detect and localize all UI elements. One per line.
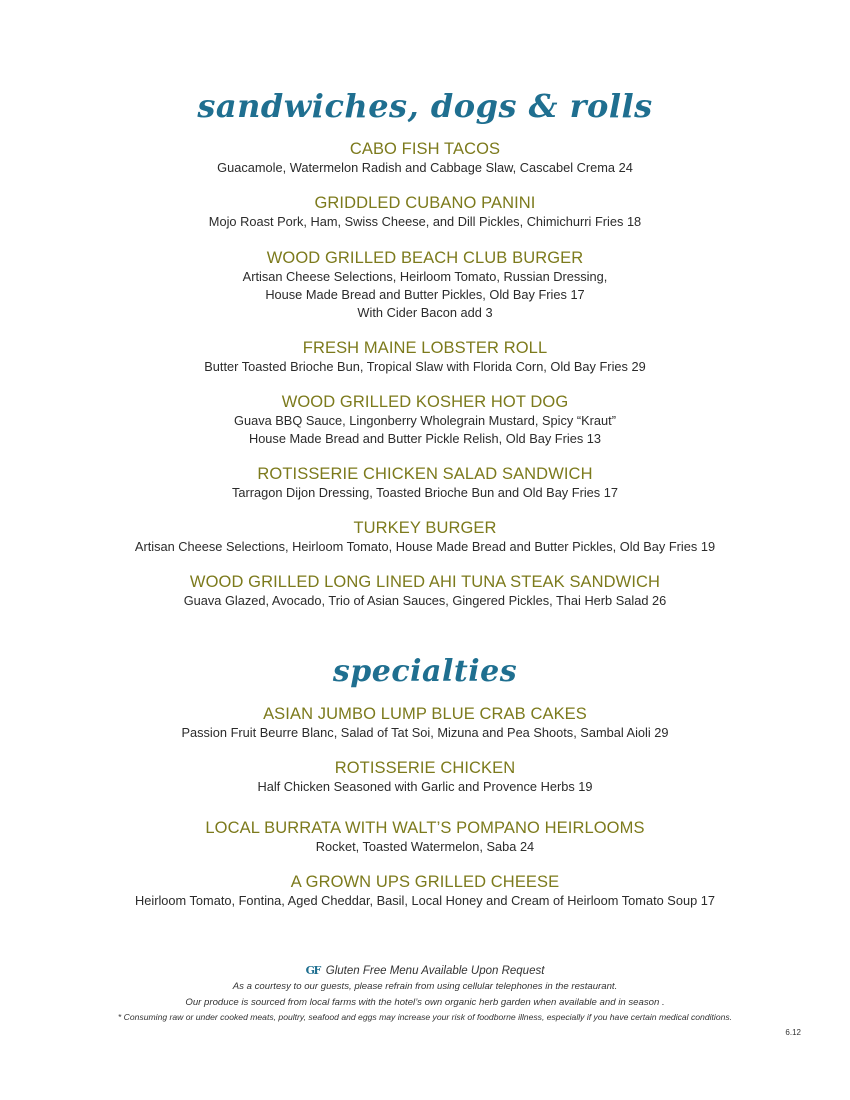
section-title-sandwiches: sandwiches, dogs & rolls xyxy=(197,87,653,125)
item-name: WOOD GRILLED LONG LINED AHI TUNA STEAK SANDWICH xyxy=(189,573,661,591)
menu-item-grilled-cheese xyxy=(0,872,850,910)
menu-item-crab-cakes xyxy=(0,704,850,742)
item-name: FRESH MAINE LOBSTER ROLL xyxy=(302,339,548,357)
gluten-free-icon: GF xyxy=(305,964,320,977)
item-description: House Made Bread and Butter Pickle Relish, Old Bay Fries 13 xyxy=(248,431,602,446)
item-name: ROTISSERIE CHICKEN xyxy=(334,759,516,777)
item-description: House Made Bread and Butter Pickles, Old Bay Fries 17 xyxy=(265,287,585,302)
cell-phone-note: As a courtesy to our guests, please refrain from using cellular telephones in the restaurant. xyxy=(232,981,618,992)
item-description: Guava BBQ Sauce, Lingonberry Wholegrain Mustard, Spicy “Kraut” xyxy=(234,413,616,428)
item-name: A GROWN UPS GRILLED CHEESE xyxy=(290,873,560,891)
item-description: Passion Fruit Beurre Blanc, Salad of Tat Soi, Mizuna and Pea Shoots, Sambal Aioli 29 xyxy=(181,725,669,740)
gluten-free-line xyxy=(0,963,850,979)
item-description: Artisan Cheese Selections, Heirloom Tomato, House Made Bread and Butter Pickles, Old Bay Fries 19 xyxy=(134,539,716,554)
item-description: Mojo Roast Pork, Ham, Swiss Cheese, and Dill Pickles, Chimichurri Fries 18 xyxy=(208,214,642,229)
item-description: Heirloom Tomato, Fontina, Aged Cheddar, Basil, Local Honey and Cream of Heirloom Tomato Soup 17 xyxy=(135,893,715,908)
gluten-free-text: Gluten Free Menu Available Upon Request xyxy=(325,965,545,977)
menu-item-chicken-salad-sandwich xyxy=(0,464,850,502)
item-description: Artisan Cheese Selections, Heirloom Tomato, Russian Dressing, xyxy=(242,269,608,284)
item-description: Half Chicken Seasoned with Garlic and Provence Herbs 19 xyxy=(257,779,593,794)
consumption-warning: * Consuming raw or under cooked meats, poultry, seafood and eggs may increase your risk of foodborne illness, especially if you have certain medical conditions. xyxy=(117,1012,733,1022)
item-description: Rocket, Toasted Watermelon, Saba 24 xyxy=(315,839,535,854)
item-name: ASIAN JUMBO LUMP BLUE CRAB CAKES xyxy=(263,705,587,723)
menu-item-lobster-roll xyxy=(0,338,850,376)
menu-item-local-burrata xyxy=(0,818,850,856)
item-name: GRIDDLED CUBANO PANINI xyxy=(314,194,536,212)
menu-item-beach-club-burger xyxy=(0,248,850,322)
item-description: Tarragon Dijon Dressing, Toasted Brioche Bun and Old Bay Fries 17 xyxy=(231,485,618,500)
item-name: ROTISSERIE CHICKEN SALAD SANDWICH xyxy=(257,465,593,483)
item-name: WOOD GRILLED KOSHER HOT DOG xyxy=(281,393,569,411)
menu-item-kosher-hot-dog xyxy=(0,392,850,448)
item-addon: With Cider Bacon add 3 xyxy=(357,305,493,320)
section-title-specialties: specialties xyxy=(332,654,518,689)
menu-item-rotisserie-chicken xyxy=(0,758,850,796)
item-name: TURKEY BURGER xyxy=(353,519,497,537)
produce-note: Our produce is sourced from local farms with the hotel’s own organic herb garden when available and in season . xyxy=(185,997,665,1008)
menu-item-cabo-fish-tacos xyxy=(0,139,850,177)
item-name: CABO FISH TACOS xyxy=(349,140,501,158)
menu-item-ahi-tuna-sandwich xyxy=(0,572,850,610)
item-description: Guacamole, Watermelon Radish and Cabbage Slaw, Cascabel Crema 24 xyxy=(217,160,633,175)
item-name: LOCAL BURRATA WITH WALT’S POMPANO HEIRLOOMS xyxy=(205,819,645,837)
menu-version: 6.12 xyxy=(785,1028,801,1037)
item-description: Guava Glazed, Avocado, Trio of Asian Sauces, Gingered Pickles, Thai Herb Salad 26 xyxy=(183,593,667,608)
menu-item-turkey-burger xyxy=(0,518,850,556)
item-description: Butter Toasted Brioche Bun, Tropical Slaw with Florida Corn, Old Bay Fries 29 xyxy=(204,359,646,374)
footer-notes xyxy=(0,963,850,1024)
menu-item-griddled-cubano-panini xyxy=(0,193,850,231)
item-name: WOOD GRILLED BEACH CLUB BURGER xyxy=(266,249,584,267)
